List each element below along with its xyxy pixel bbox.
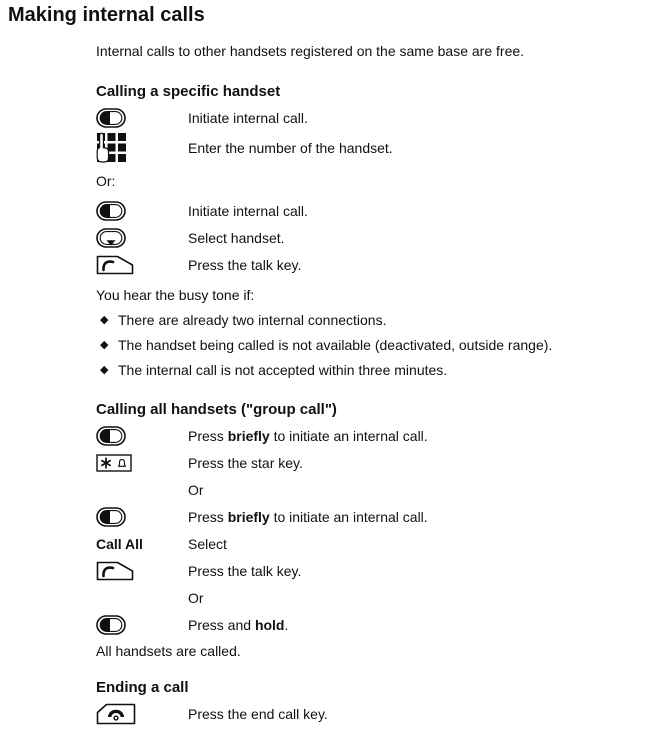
section-heading-group: Calling all handsets ("group call") [96, 401, 337, 418]
icon-cell [96, 426, 188, 446]
control-key-down-icon [96, 228, 126, 248]
or-label: Or [188, 481, 204, 498]
call-all-label: Call All [96, 535, 143, 552]
section-heading-end: Ending a call [96, 679, 189, 696]
instruction-row-or [96, 584, 644, 611]
instruction-text: Press and hold. [188, 616, 289, 633]
star-key-icon [96, 454, 132, 472]
instruction-text: Select [188, 535, 227, 552]
icon-cell [96, 201, 188, 221]
page-title: Making internal calls [8, 4, 205, 26]
instruction-row [96, 700, 644, 727]
icon-cell [96, 703, 188, 725]
group-call-footer: All handsets are called. [96, 642, 241, 659]
control-key-left-icon [96, 507, 126, 527]
end-call-key-icon [96, 703, 136, 725]
keypad-icon [96, 132, 126, 163]
instruction-row [96, 422, 644, 449]
busy-lead: You hear the busy tone if: [96, 286, 255, 303]
icon-cell [96, 255, 188, 275]
bullet-text: The internal call is not accepted within three minutes. [118, 361, 448, 378]
intro-text: Internal calls to other handsets registered on the same base are free. [96, 43, 525, 59]
bullet-item [96, 332, 644, 357]
icon-cell [96, 132, 188, 163]
icon-cell [96, 108, 188, 128]
diamond-bullet-icon: ◆ [100, 364, 109, 376]
bullet-item [96, 357, 644, 382]
instruction-text: Initiate internal call. [188, 202, 308, 219]
instruction-row [96, 611, 644, 638]
instruction-row-or [96, 476, 644, 503]
control-key-left-icon [96, 108, 126, 128]
page-content [96, 42, 644, 727]
bullet-text: The handset being called is not available (deactivated, outside range). [118, 336, 553, 353]
instruction-rows-group [96, 422, 644, 638]
manual-page [0, 2, 660, 738]
instruction-rows-specific [96, 104, 644, 278]
instruction-text: Select handset. [188, 229, 285, 246]
instruction-text: Press the talk key. [188, 256, 302, 273]
instruction-row [96, 131, 644, 164]
or-label: Or: [96, 172, 116, 189]
talk-key-icon [96, 255, 134, 275]
or-label: Or [188, 589, 204, 606]
diamond-bullet-icon: ◆ [100, 339, 109, 351]
instruction-text: Initiate internal call. [188, 109, 308, 126]
icon-cell [96, 507, 188, 527]
instruction-row [96, 503, 644, 530]
instruction-row [96, 104, 644, 131]
icon-cell [96, 615, 188, 635]
busy-bullet-list [96, 307, 644, 382]
instruction-row [96, 197, 644, 224]
instruction-row [96, 530, 644, 557]
diamond-bullet-icon: ◆ [100, 314, 109, 326]
control-key-left-icon [96, 426, 126, 446]
talk-key-icon [96, 561, 134, 581]
instruction-row [96, 224, 644, 251]
bullet-item [96, 307, 644, 332]
instruction-text: Enter the number of the handset. [188, 139, 393, 156]
instruction-row [96, 557, 644, 584]
icon-cell [96, 561, 188, 581]
instruction-rows-end [96, 700, 644, 727]
instruction-row [96, 251, 644, 278]
instruction-text: Press the star key. [188, 454, 303, 471]
section-heading-specific: Calling a specific handset [96, 83, 281, 100]
instruction-text: Press briefly to initiate an internal call. [188, 508, 428, 525]
control-key-left-icon [96, 615, 126, 635]
instruction-text: Press briefly to initiate an internal call. [188, 427, 428, 444]
instruction-row [96, 449, 644, 476]
control-key-left-icon [96, 201, 126, 221]
bullet-text: There are already two internal connections. [118, 311, 387, 328]
instruction-text: Press the end call key. [188, 705, 328, 722]
icon-cell [96, 228, 188, 248]
instruction-text: Press the talk key. [188, 562, 302, 579]
icon-cell [96, 454, 188, 472]
icon-cell [96, 536, 188, 552]
